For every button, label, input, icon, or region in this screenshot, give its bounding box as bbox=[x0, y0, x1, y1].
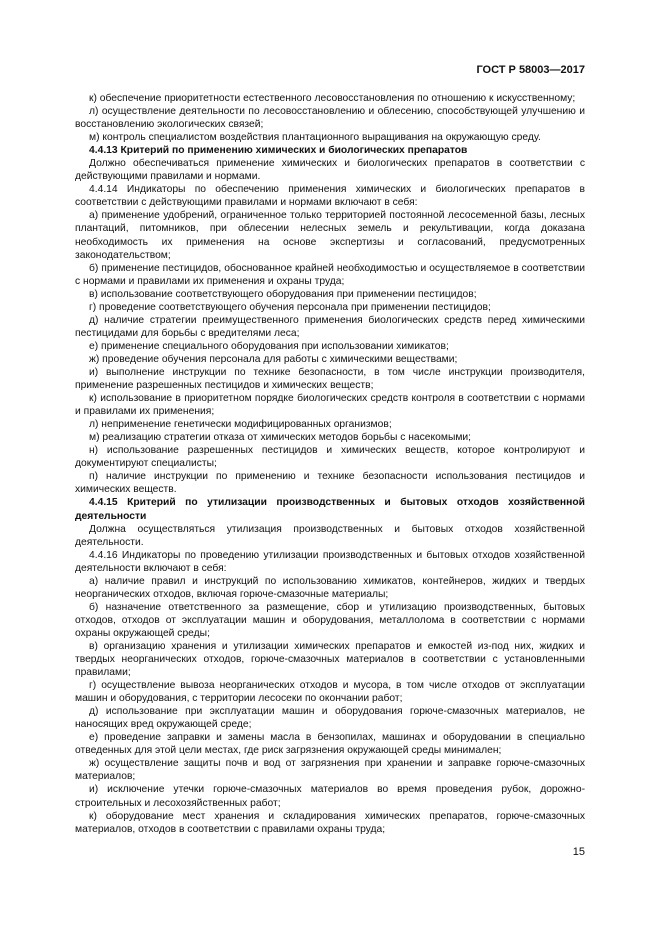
page-number: 15 bbox=[572, 846, 585, 858]
paragraph: г) осуществление вывоза неорганических отходов и мусора, в том числе отходов от эксплуатации машин и оборудования, с территории лесосеки по окончании работ; bbox=[75, 680, 585, 705]
document-standard-id: ГОСТ Р 58003—2017 bbox=[476, 64, 585, 76]
paragraph: ж) проведение обучения персонала для работы с химическими веществами; bbox=[89, 353, 458, 365]
paragraph: п) наличие инструкции по применению и технике безопасности использования пестицидов и химических веществ. bbox=[75, 471, 585, 496]
paragraph: а) наличие правил и инструкций по использованию химикатов, контейнеров, жидких и твердых неорганических отходов, включая горюче-смазочные материалы; bbox=[75, 575, 585, 600]
paragraph: е) проведение заправки и замены масла в бензопилах, машинах и оборудовании в специально отведенных для этой цели местах, где риск загрязнения окружающей среды минимален; bbox=[75, 732, 585, 757]
paragraph: н) использование разрешенных пестицидов и химических веществ, которое контролируют и документируют специалисты; bbox=[75, 445, 585, 470]
paragraph: л) осуществление деятельности по лесовосстановлению и облесению, способствующей улучшению и восстановлению экологических связей; bbox=[75, 106, 585, 131]
paragraph: м) контроль специалистом воздействия плантационного выращивания на окружающую среду. bbox=[89, 132, 541, 144]
paragraph: ж) осуществление защиты почв и вод от загрязнения при хранении и заправке горюче-смазочных материалов; bbox=[75, 758, 585, 783]
paragraph: в) организацию хранения и утилизации химических препаратов и емкостей из-под них, жидких и твердых неорганических отходов, горюче-смазочных материалов в соответствии с установленными правилами; bbox=[75, 640, 585, 679]
paragraph: б) назначение ответственного за размещение, сбор и утилизацию производственных, бытовых отходов, отходов от эксплуатации машин и оборудования, металлолома в соответствии с нормами охраны окружающей среды; bbox=[75, 601, 585, 639]
paragraph: к) обеспечение приоритетности естественного лесовосстановления по отношению к искусственному; bbox=[89, 93, 576, 104]
paragraph: д) наличие стратегии преимущественного применения биологических средств перед химическими пестицидами для борьбы с вредителями леса; bbox=[75, 314, 585, 339]
paragraph: б) применение пестицидов, обоснованное крайней необходимостью и осуществляемое в соответствии с нормами и правилами их применения и охраны труда; bbox=[75, 262, 585, 287]
paragraph: л) неприменение генетически модифицированных организмов; bbox=[89, 419, 392, 431]
paragraph: м) реализацию стратегии отказа от химических методов борьбы с насекомыми; bbox=[89, 432, 472, 444]
section-heading: 4.4.13 Критерий по применению химических и биологических препаратов bbox=[89, 145, 468, 157]
paragraph: д) использование при эксплуатации машин и оборудования горюче-смазочных материалов, не наносящих вред окружающей среде; bbox=[75, 706, 585, 731]
paragraph: Должна осуществляться утилизация производственных и бытовых отходов хозяйственной деятельности. bbox=[75, 523, 585, 548]
paragraph: е) применение специального оборудования при использовании химикатов; bbox=[89, 340, 449, 352]
paragraph: а) применение удобрений, ограниченное только территорией постоянной лесосеменной базы, лесных плантаций, питомников, при облесении нелесных земель и рекультивации, когда доказана необходимость их применения на основе экспертизы и согласований, предусмотренных законодательством; bbox=[75, 210, 585, 261]
document-body bbox=[75, 92, 585, 836]
paragraph: в) использование соответствующего оборудования при применении пестицидов; bbox=[89, 288, 477, 300]
paragraph: 4.4.16 Индикаторы по проведению утилизации производственных и бытовых отходов хозяйственной деятельности включают в себя: bbox=[75, 549, 585, 574]
paragraph: 4.4.14 Индикаторы по обеспечению применения химических и биологических препаратов в соответствии с действующими правилами и нормами включают в себя: bbox=[75, 184, 585, 209]
section-heading: 4.4.15 Критерий по утилизации производственных и бытовых отходов хозяйственной деятельности bbox=[75, 497, 585, 522]
paragraph: Должно обеспечиваться применение химических и биологических препаратов в соответствии с действующими правилами и нормами. bbox=[75, 158, 585, 183]
paragraph: и) исключение утечки горюче-смазочных материалов во время проведения рубок, дорожно-строительных и лесохозяйственных работ; bbox=[75, 784, 585, 809]
paragraph: к) использование в приоритетном порядке биологических средств контроля в соответствии с нормами и правилами их применения; bbox=[75, 393, 585, 418]
paragraph: и) выполнение инструкции по технике безопасности, в том числе инструкции производителя, применение разрешенных пестицидов и химических веществ; bbox=[75, 366, 585, 392]
paragraph: к) оборудование мест хранения и складирования химических препаратов, горюче-смазочных материалов, отходов в соответствии с правилами охраны труда; bbox=[75, 810, 585, 835]
paragraph: г) проведение соответствующего обучения персонала при применении пестицидов; bbox=[89, 301, 491, 313]
